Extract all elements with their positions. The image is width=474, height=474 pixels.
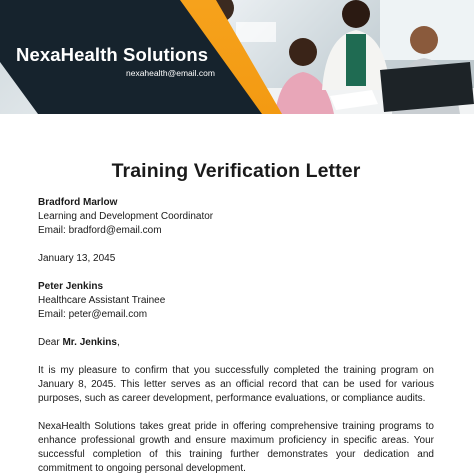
recipient-email-label: Email: bbox=[38, 309, 66, 320]
salutation-name: Mr. Jenkins bbox=[62, 337, 117, 348]
letter-body bbox=[38, 160, 434, 474]
recipient-name: Peter Jenkins bbox=[38, 281, 104, 292]
letter-title: Training Verification Letter bbox=[111, 160, 361, 182]
letter-date: January 13, 2045 bbox=[38, 253, 116, 264]
recipient-email: peter@email.com bbox=[68, 309, 148, 320]
sender-role: Learning and Development Coordinator bbox=[38, 211, 214, 222]
salutation bbox=[38, 336, 434, 350]
header-banner bbox=[0, 0, 474, 114]
brand-email: nexahealth@email.com bbox=[126, 68, 215, 78]
sender-name: Bradford Marlow bbox=[38, 197, 118, 208]
salutation-prefix: Dear bbox=[38, 337, 60, 348]
salutation-suffix: , bbox=[116, 337, 120, 348]
recipient-email-line bbox=[38, 308, 434, 322]
sender-email-label: Email: bbox=[38, 225, 66, 236]
brand-name: NexaHealth Solutions bbox=[16, 44, 209, 65]
paragraph-training-pride: NexaHealth Solutions takes great pride in offering comprehensive training programs to enhance professional growth and ensure maximum proficiency in specific areas. Your successful completion of this training further demonstrates your dedication and commitment to ongoing personal development. bbox=[38, 421, 434, 474]
paragraph-confirmation: It is my pleasure to confirm that you successfully completed the training program on January 8, 2045. This letter serves as an official record that can be used for various purposes, such as career development, performance evaluations, or compliance audits. bbox=[38, 365, 434, 404]
recipient-role: Healthcare Assistant Trainee bbox=[38, 295, 166, 306]
sender-email: bradford@email.com bbox=[68, 225, 162, 236]
sender-email-line bbox=[38, 224, 434, 238]
